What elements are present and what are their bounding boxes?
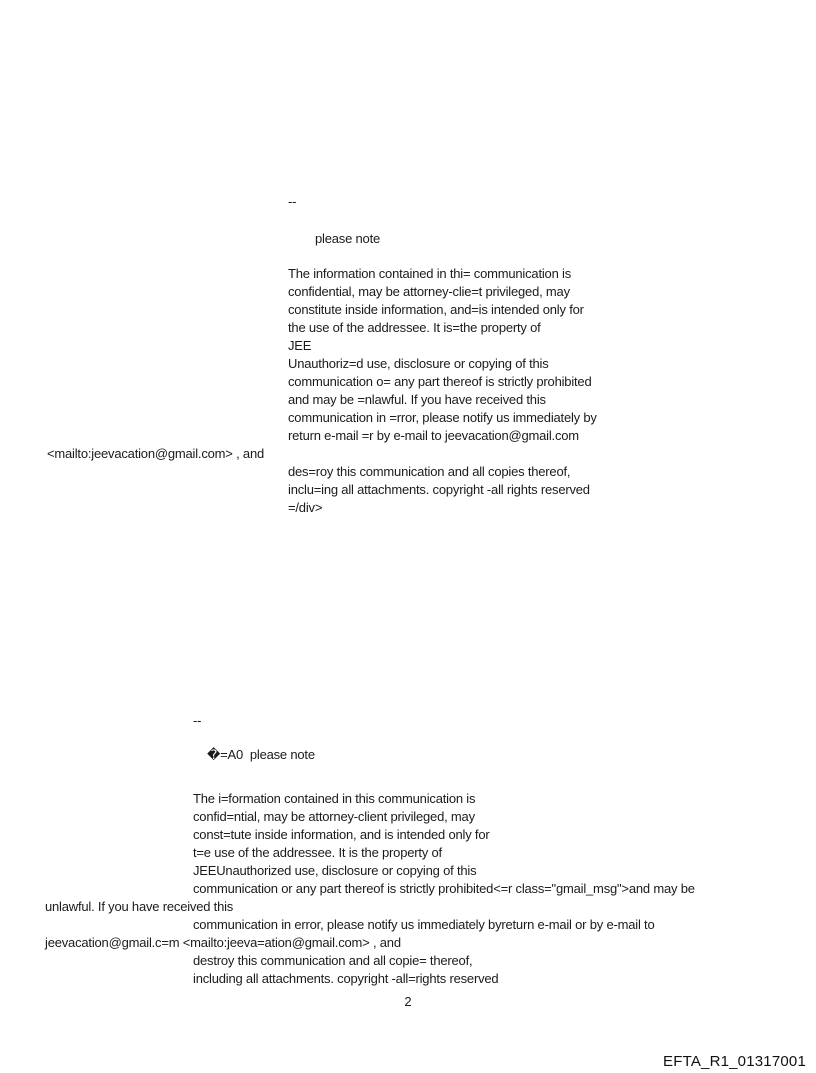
text-line: confidential, may be attorney-clie=t privileged, may [288, 284, 570, 299]
text-line: Unauthoriz=d use, disclosure or copying of this [288, 356, 549, 371]
text-line: constitute inside information, and=is intended only for [288, 302, 584, 317]
text-line: communication o= any part thereof is strictly prohibited [288, 374, 592, 389]
separator-dashes: -- [288, 194, 297, 209]
text-line: inclu=ing all attachments. copyright -all rights reserved [288, 482, 590, 497]
text-line: including all attachments. copyright -all=rights reserved [193, 971, 499, 986]
page-number: 2 [404, 994, 412, 1009]
text-line: des=roy this communication and all copies thereof, [288, 464, 571, 479]
text-line: and may be =nlawful. If you have received this [288, 392, 546, 407]
html-fragment-line: =/div> [288, 500, 323, 515]
text-line: JEE [288, 338, 312, 353]
text-line: communication in =rror, please notify us immediately by [288, 410, 597, 425]
text-line: communication or any part thereof is strictly prohibited<=r class="gmail_msg">and may be [193, 881, 695, 896]
text-line: return e-mail =r by e-mail to jeevacation@gmail.com [288, 428, 579, 443]
separator-dashes: -- [193, 713, 202, 728]
text-line: confid=ntial, may be attorney-client privileged, may [193, 809, 475, 824]
text-line: The i=formation contained in this communication is [193, 791, 476, 806]
text-line: communication in error, please notify us immediately byreturn e-mail or by e-mail to [193, 917, 655, 932]
text-line: t=e use of the addressee. It is the property of [193, 845, 442, 860]
please-note-heading: please note [315, 231, 381, 246]
text-line: const=tute inside information, and is intended only for [193, 827, 490, 842]
please-note-heading: �=A0 please note [207, 747, 315, 762]
text-line: JEEUnauthorized use, disclosure or copying of this [193, 863, 477, 878]
mailto-line: <mailto:jeevacation@gmail.com> , and [47, 446, 264, 461]
text-line: unlawful. If you have received this [45, 899, 234, 914]
text-line: The information contained in thi= communication is [288, 266, 572, 281]
text-line: the use of the addressee. It is=the property of [288, 320, 541, 335]
bates-stamp: EFTA_R1_01317001 [663, 1053, 807, 1070]
mailto-line: jeevacation@gmail.c=m <mailto:jeeva=ation@gmail.com> , and [45, 935, 401, 950]
text-line: destroy this communication and all copie= thereof, [193, 953, 473, 968]
